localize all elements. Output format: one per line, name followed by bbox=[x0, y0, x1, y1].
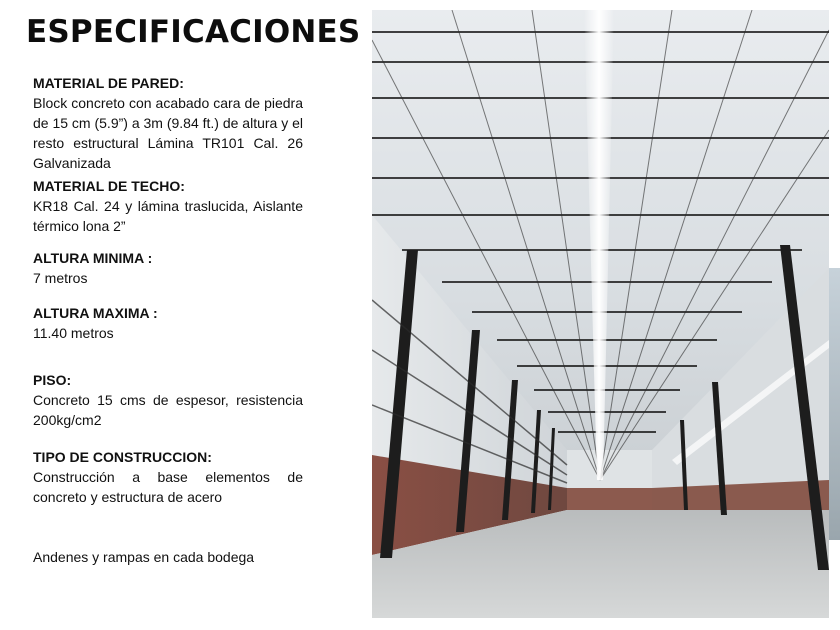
spec-label: ALTURA MINIMA : bbox=[33, 250, 153, 266]
spec-max-height bbox=[33, 304, 158, 343]
spec-floor bbox=[33, 371, 303, 430]
spec-roof-material bbox=[33, 177, 303, 236]
footnote: Andenes y rampas en cada bodega bbox=[33, 549, 255, 565]
spec-min-height bbox=[33, 249, 152, 288]
spec-construction-type bbox=[33, 448, 303, 507]
spec-value: Concreto 15 cms de espesor, resistencia 200kg/cm2 bbox=[33, 392, 303, 428]
spec-value: KR18 Cal. 24 y lámina traslucida, Aislante térmico lona 2” bbox=[33, 198, 303, 234]
spec-value: 11.40 metros bbox=[33, 325, 114, 341]
photo-edge-sliver bbox=[829, 268, 840, 540]
spec-label: PISO: bbox=[33, 372, 72, 388]
page-title: ESPECIFICACIONES bbox=[26, 14, 361, 50]
spec-label: ALTURA MAXIMA : bbox=[33, 305, 158, 321]
spec-label: MATERIAL DE TECHO: bbox=[33, 178, 185, 194]
spec-label: MATERIAL DE PARED: bbox=[33, 75, 184, 91]
spec-wall-material bbox=[33, 74, 303, 173]
spec-value: Block concreto con acabado cara de piedra de 15 cm (5.9”) a 3m (9.84 ft.) de altura y el resto estructural Lámina TR101 Cal. 26 Galvanizada bbox=[33, 95, 304, 171]
spec-label: TIPO DE CONSTRUCCION: bbox=[33, 449, 212, 465]
spec-value: 7 metros bbox=[33, 270, 88, 286]
spec-value: Construcción a base elementos de concreto y estructura de acero bbox=[33, 469, 303, 505]
warehouse-interior-photo bbox=[372, 10, 829, 618]
